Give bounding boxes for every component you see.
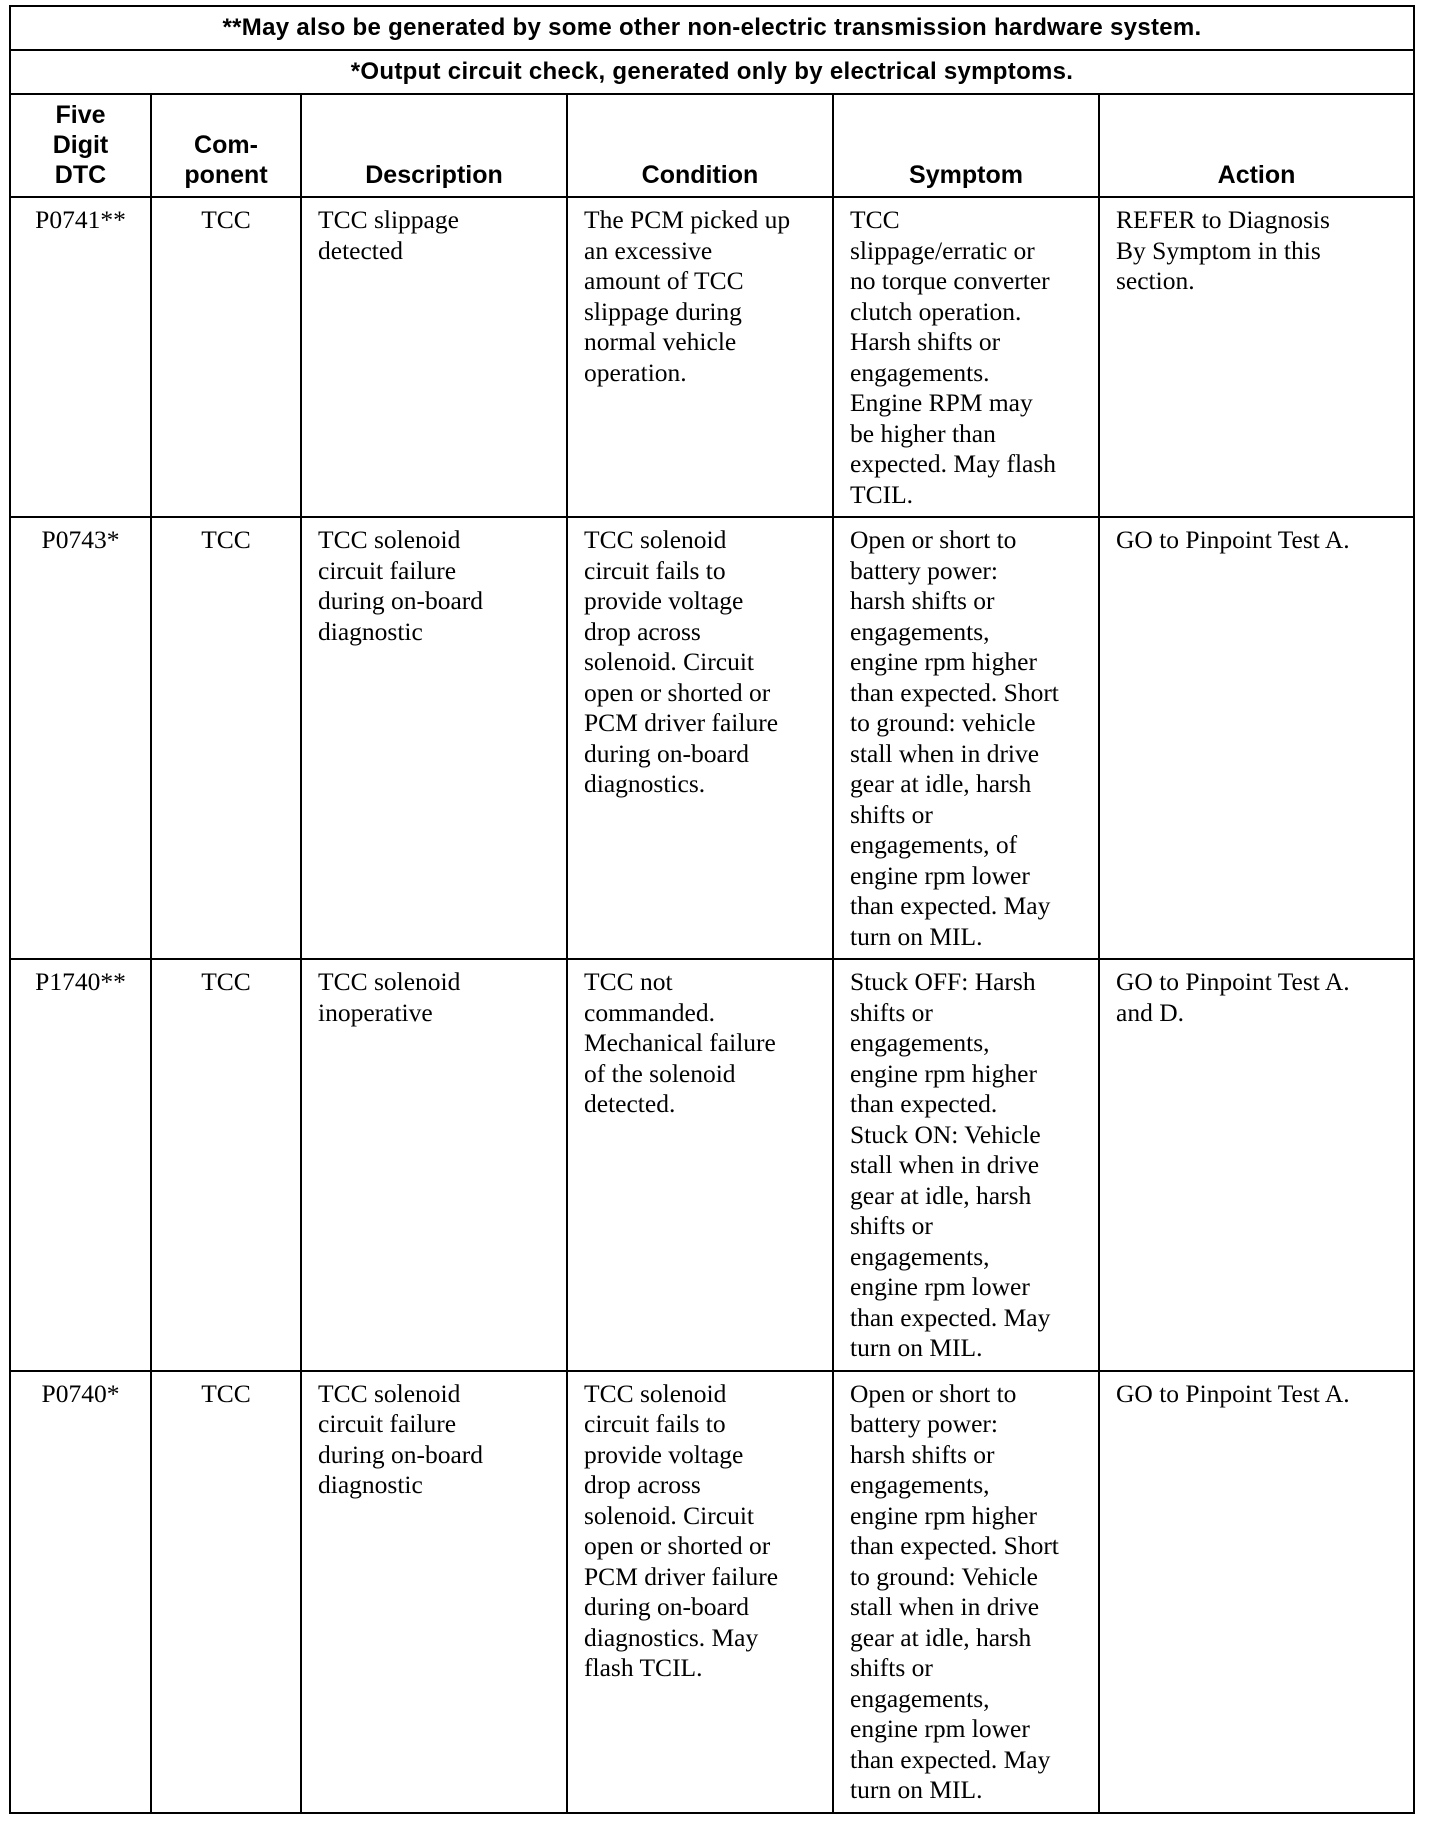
- symptom-line: TCC: [850, 205, 900, 234]
- dtc-cell: P0740*: [10, 1371, 151, 1813]
- symptom-line: engagements,: [850, 1470, 990, 1499]
- header-dtc-line: Digit: [52, 131, 109, 159]
- table-row: [10, 197, 1414, 517]
- action-line: and D.: [1116, 997, 1184, 1027]
- symptom-cell: [833, 959, 1099, 1371]
- header-dtc: [10, 94, 151, 197]
- symptom-line: to ground: Vehicle: [850, 1561, 1038, 1591]
- description-line: during on-board: [318, 1439, 484, 1469]
- condition-line: of the solenoid: [584, 1058, 736, 1088]
- symptom-line: battery power:: [850, 555, 998, 585]
- condition-line: normal vehicle: [584, 327, 737, 356]
- header-component-line: ponent: [184, 161, 268, 189]
- component-cell: TCC: [151, 197, 301, 517]
- condition-line: slippage during: [584, 296, 742, 326]
- symptom-line: engine rpm higher: [850, 1500, 1037, 1530]
- dtc-cell: P0743*: [10, 517, 151, 959]
- description-line: inoperative: [318, 997, 433, 1027]
- header-component: [151, 94, 301, 197]
- column-header-row: [10, 94, 1414, 197]
- action-line: GO to Pinpoint Test A.: [1116, 1378, 1350, 1408]
- symptom-line: engagements, of: [850, 830, 1018, 859]
- description-line: circuit failure: [318, 1409, 457, 1438]
- symptom-line: engagements,: [850, 1028, 990, 1057]
- symptom-line: Open or short to: [850, 525, 1017, 554]
- condition-cell: [567, 959, 833, 1371]
- symptom-line: engine rpm lower: [850, 1272, 1030, 1301]
- symptom-cell: [833, 517, 1099, 959]
- note-double-asterisk: **May also be generated by some other non-electric transmission hardware system.: [10, 6, 1414, 50]
- condition-cell: [567, 197, 833, 517]
- symptom-line: Stuck ON: Vehicle: [850, 1119, 1041, 1149]
- description-line: TCC slippage: [318, 205, 459, 234]
- condition-line: open or shorted or: [584, 677, 771, 707]
- symptom-line: harsh shifts or: [850, 1439, 995, 1469]
- symptom-line: battery power:: [850, 1409, 998, 1438]
- condition-line: TCC solenoid: [584, 1378, 727, 1408]
- description-line: circuit failure: [318, 555, 457, 585]
- action-cell: [1099, 197, 1414, 517]
- condition-line: detected.: [584, 1089, 676, 1118]
- symptom-line: stall when in drive: [850, 1150, 1040, 1179]
- condition-cell: [567, 1371, 833, 1813]
- header-action-line: Action: [1217, 161, 1296, 189]
- symptom-line: turn on MIL.: [850, 1333, 983, 1362]
- header-component-line: Com-: [194, 131, 258, 159]
- condition-line: TCC solenoid: [584, 525, 727, 554]
- symptom-line: no torque converter: [850, 266, 1050, 295]
- condition-line: PCM driver failure: [584, 708, 779, 737]
- condition-line: drop across: [584, 1470, 701, 1499]
- description-line: diagnostic: [318, 1470, 423, 1499]
- symptom-line: engine rpm lower: [850, 860, 1030, 890]
- symptom-line: expected. May flash: [850, 449, 1057, 478]
- symptom-line: stall when in drive: [850, 738, 1040, 768]
- description-line: TCC solenoid: [318, 1378, 461, 1408]
- condition-line: open or shorted or: [584, 1531, 771, 1560]
- condition-line: The PCM picked up: [584, 205, 791, 234]
- condition-line: an excessive: [584, 235, 713, 265]
- component-cell: TCC: [151, 959, 301, 1371]
- symptom-line: Open or short to: [850, 1378, 1017, 1408]
- action-line: GO to Pinpoint Test A.: [1116, 525, 1350, 554]
- note-single-asterisk: *Output circuit check, generated only by electrical symptoms.: [10, 50, 1414, 94]
- symptom-line: gear at idle, harsh: [850, 769, 1032, 798]
- symptom-line: gear at idle, harsh: [850, 1622, 1032, 1652]
- condition-line: commanded.: [584, 997, 715, 1027]
- condition-line: circuit fails to: [584, 1409, 726, 1438]
- description-line: detected: [318, 235, 403, 265]
- action-cell: [1099, 959, 1414, 1371]
- condition-line: circuit fails to: [584, 555, 726, 585]
- symptom-line: to ground: vehicle: [850, 708, 1036, 737]
- condition-line: solenoid. Circuit: [584, 1500, 754, 1530]
- symptom-line: shifts or: [850, 799, 933, 829]
- condition-line: PCM driver failure: [584, 1561, 779, 1591]
- description-line: diagnostic: [318, 616, 423, 646]
- description-cell: [301, 959, 567, 1371]
- action-cell: [1099, 1371, 1414, 1813]
- condition-line: drop across: [584, 616, 701, 646]
- symptom-cell: [833, 197, 1099, 517]
- symptom-line: engine rpm higher: [850, 647, 1037, 676]
- description-cell: [301, 197, 567, 517]
- symptom-line: slippage/erratic or: [850, 235, 1035, 265]
- symptom-line: engine rpm lower: [850, 1714, 1030, 1743]
- symptom-line: engagements.: [850, 357, 990, 387]
- symptom-line: engagements,: [850, 1683, 990, 1713]
- header-description: [301, 94, 567, 197]
- symptom-line: Stuck OFF: Harsh: [850, 967, 1036, 996]
- symptom-line: than expected. Short: [850, 1531, 1059, 1560]
- action-line: REFER to Diagnosis: [1116, 205, 1330, 234]
- condition-line: flash TCIL.: [584, 1653, 703, 1682]
- condition-cell: [567, 517, 833, 959]
- symptom-line: than expected. May: [850, 891, 1051, 920]
- header-action: [1099, 94, 1414, 197]
- symptom-line: Harsh shifts or: [850, 327, 1001, 356]
- condition-line: provide voltage: [584, 1439, 744, 1469]
- symptom-line: clutch operation.: [850, 296, 1022, 326]
- symptom-line: than expected. Short: [850, 677, 1059, 707]
- condition-line: solenoid. Circuit: [584, 647, 754, 676]
- header-condition-line: Condition: [641, 161, 759, 189]
- header-dtc-line: Five: [55, 101, 106, 129]
- dtc-table: [9, 5, 1415, 1814]
- condition-line: provide voltage: [584, 586, 744, 615]
- symptom-line: TCIL.: [850, 479, 914, 509]
- symptom-line: harsh shifts or: [850, 586, 995, 615]
- header-dtc-line: DTC: [54, 161, 107, 189]
- description-cell: [301, 1371, 567, 1813]
- symptom-cell: [833, 1371, 1099, 1813]
- symptom-line: engine rpm higher: [850, 1058, 1037, 1088]
- condition-line: TCC not: [584, 967, 673, 996]
- condition-line: during on-board: [584, 738, 750, 768]
- symptom-line: shifts or: [850, 1211, 933, 1240]
- dtc-cell: P1740**: [10, 959, 151, 1371]
- symptom-line: than expected. May: [850, 1744, 1051, 1774]
- header-condition: [567, 94, 833, 197]
- symptom-line: than expected. May: [850, 1302, 1051, 1332]
- symptom-line: engagements,: [850, 1241, 990, 1271]
- action-line: section.: [1116, 266, 1195, 295]
- table-row: [10, 1371, 1414, 1813]
- header-symptom: [833, 94, 1099, 197]
- action-line: By Symptom in this: [1116, 235, 1321, 265]
- dtc-cell: P0741**: [10, 197, 151, 517]
- symptom-line: gear at idle, harsh: [850, 1180, 1032, 1210]
- component-cell: TCC: [151, 517, 301, 959]
- condition-line: diagnostics. May: [584, 1622, 759, 1652]
- symptom-line: shifts or: [850, 997, 933, 1027]
- condition-line: operation.: [584, 357, 687, 387]
- header-symptom-line: Symptom: [909, 161, 1023, 189]
- symptom-line: stall when in drive: [850, 1592, 1040, 1621]
- description-line: during on-board: [318, 586, 484, 615]
- symptom-line: engagements,: [850, 616, 990, 646]
- symptom-line: be higher than: [850, 418, 996, 448]
- description-line: TCC solenoid: [318, 967, 461, 996]
- description-cell: [301, 517, 567, 959]
- symptom-line: than expected.: [850, 1089, 998, 1118]
- condition-line: diagnostics.: [584, 769, 706, 798]
- symptom-line: shifts or: [850, 1653, 933, 1682]
- condition-line: during on-board: [584, 1592, 750, 1621]
- action-line: GO to Pinpoint Test A.: [1116, 967, 1350, 996]
- header-description-line: Description: [365, 161, 503, 189]
- table-row: [10, 959, 1414, 1371]
- condition-line: Mechanical failure: [584, 1028, 776, 1057]
- component-cell: TCC: [151, 1371, 301, 1813]
- symptom-line: Engine RPM may: [850, 388, 1033, 417]
- symptom-line: turn on MIL.: [850, 1775, 983, 1804]
- description-line: TCC solenoid: [318, 525, 461, 554]
- table-row: [10, 517, 1414, 959]
- condition-line: amount of TCC: [584, 266, 744, 295]
- action-cell: [1099, 517, 1414, 959]
- symptom-line: turn on MIL.: [850, 921, 983, 951]
- dtc-table-page: [9, 5, 1413, 1814]
